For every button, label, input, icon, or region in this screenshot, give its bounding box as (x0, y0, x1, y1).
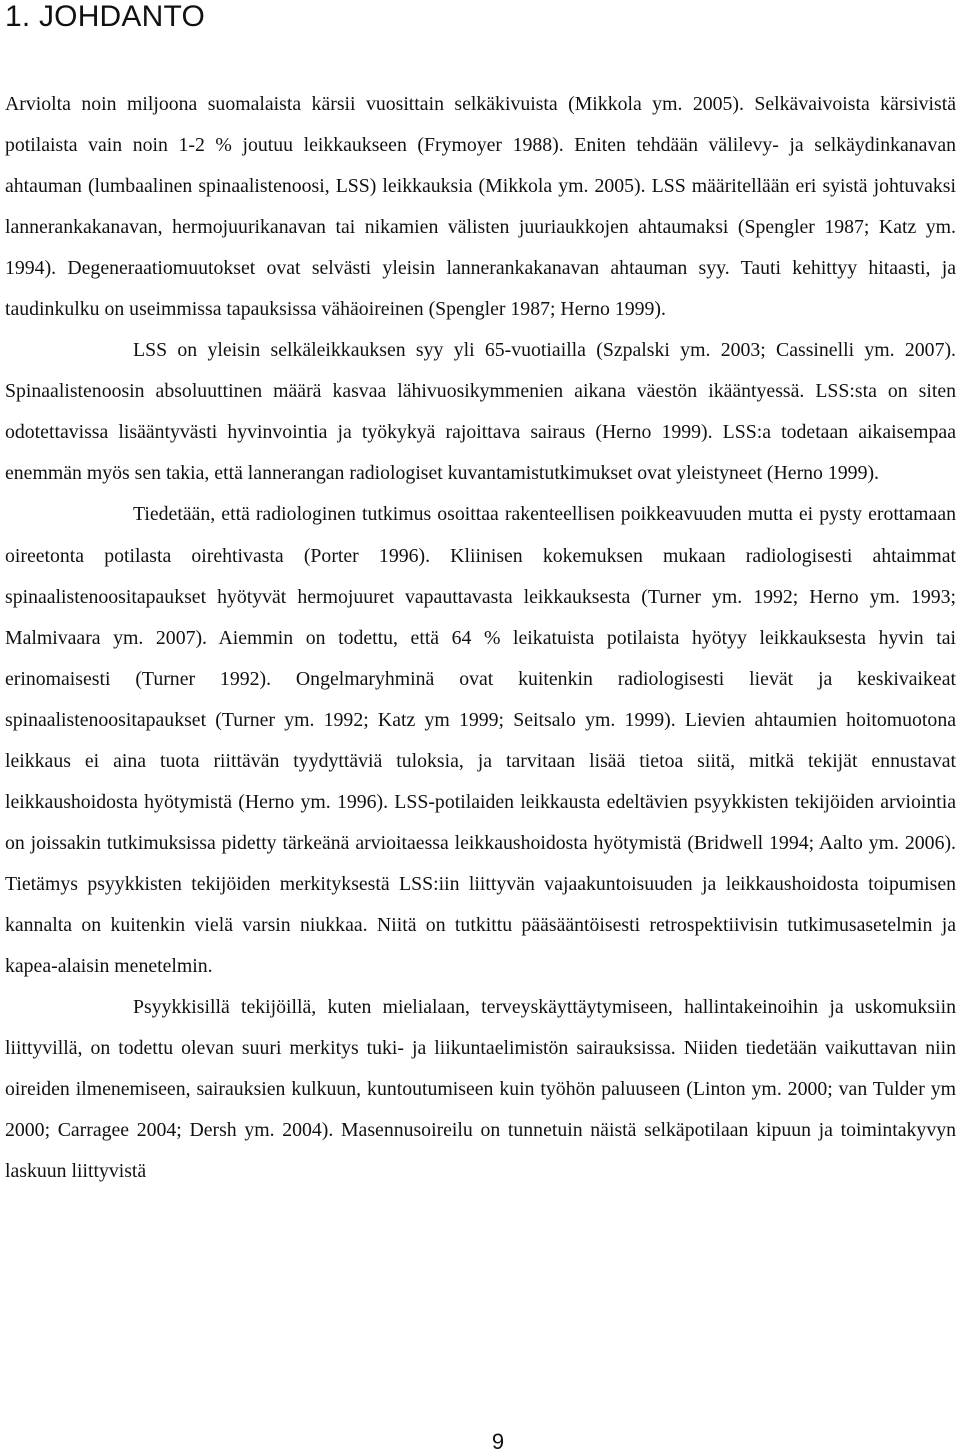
paragraph-4: Psyykkisillä tekijöillä, kuten mielialaan, terveyskäyttäytymiseen, hallintakeinoihin ja uskomuksiin liittyvillä, on todettu olevan suuri merkitys tuki- ja liikuntaelimistön sairauksissa. Niiden tiedetään vaikuttavan niin oireiden ilmenemiseen, sairauksien kulkuun, kuntoutumiseen kuin työhön paluuseen (Linton ym. 2000; van Tulder ym 2000; Carragee 2004; Dersh ym. 2004). Masennusoireilu on tunnetuin näistä selkäpotilaan kipuun ja toimintakyvyn laskuun liittyvistä (5, 996, 956, 1183)
paragraph-2: LSS on yleisin selkäleikkauksen syy yli 65-vuotiailla (Szpalski ym. 2003; Cassinelli ym. 2007). Spinaalistenoosin absoluuttinen määrä kasvaa lähivuosikymmenien aikana väestön ikääntyessä. LSS:sta on siten odotettavissa lisääntyvästi hyvinvointia ja työkykyä rajoittava sairaus (Herno 1999). LSS:a todetaan aikaisempaa enemmän myös sen takia, että lannerangan radiologiset kuvantamistutkimukset ovat yleistyneet (Herno 1999). (5, 339, 956, 485)
paragraph-3: Tiedetään, että radiologinen tutkimus osoittaa rakenteellisen poikkeavuuden mutta ei pysty erottamaan oireetonta potilasta oirehtivasta (Porter 1996). Kliinisen kokemuksen mukaan radiologisesti ahtaimmat spinaalistenoositapaukset hyötyvät hermojuuret vapauttavasta leikkauksesta (Turner ym. 1992; Herno ym. 1993; Malmivaara ym. 2007). Aiemmin on todettu, että 64 % leikatuista potilaista hyötyy leikkauksesta hyvin tai erinomaisesti (Turner 1992). Ongelmaryhminä ovat kuitenkin radiologisesti lievät ja keskivaikeat spinaalistenoositapaukset (Turner ym. 1992; Katz ym 1999; Seitsalo ym. 1999). Lievien ahtaumien hoitomuotona leikkaus ei aina tuota riittävän tyydyttäviä tuloksia, ja tarvitaan lisää tietoa siitä, mitkä tekijät ennustavat leikkaushoidosta hyötymistä (Herno ym. 1996). LSS-potilaiden leikkausta edeltävien psyykkisten tekijöiden arviointia on joissakin tutkimuksissa pidetty tärkeänä arvioitaessa leikkaushoidosta hyötymistä (Bridwell 1994; Aalto ym. 2006). Tietämys psyykkisten tekijöiden merkityksestä LSS:iin liittyvän vajaakuntoisuuden ja leikkaushoidosta toipumisen kannalta on kuitenkin vielä varsin niukkaa. Niitä on tutkittu pääsääntöisesti retrospektiivisin tutkimusasetelmin ja kapea-alaisin menetelmin. (5, 503, 956, 977)
body-text (5, 84, 956, 1192)
paragraph-1: Arviolta noin miljoona suomalaista kärsii vuosittain selkäkivuista (Mikkola ym. 2005). Selkävaivoista kärsivistä potilaista vain noin 1-2 % joutuu leikkaukseen (Frymoyer 1988). Eniten tehdään välilevy- ja selkäydinkanavan ahtauman (lumbaalinen spinaalistenoosi, LSS) leikkauksia (Mikkola ym. 2005). LSS määritellään eri syistä johtuvaksi lannerankakanavan, hermojuurikanavan tai nikamien välisten juuriaukkojen ahtaumaksi (Spengler 1987; Katz ym. 1994). Degeneraatiomuutokset ovat selvästi yleisin lannerankakanavan ahtauman syy. Tauti kehittyy hitaasti, ja taudinkulku on useimmissa tapauksissa vähäoireinen (Spengler 1987; Herno 1999). (5, 93, 956, 321)
chapter-heading: 1. JOHDANTO (5, 0, 206, 33)
page-number: 9 (491, 1429, 505, 1454)
